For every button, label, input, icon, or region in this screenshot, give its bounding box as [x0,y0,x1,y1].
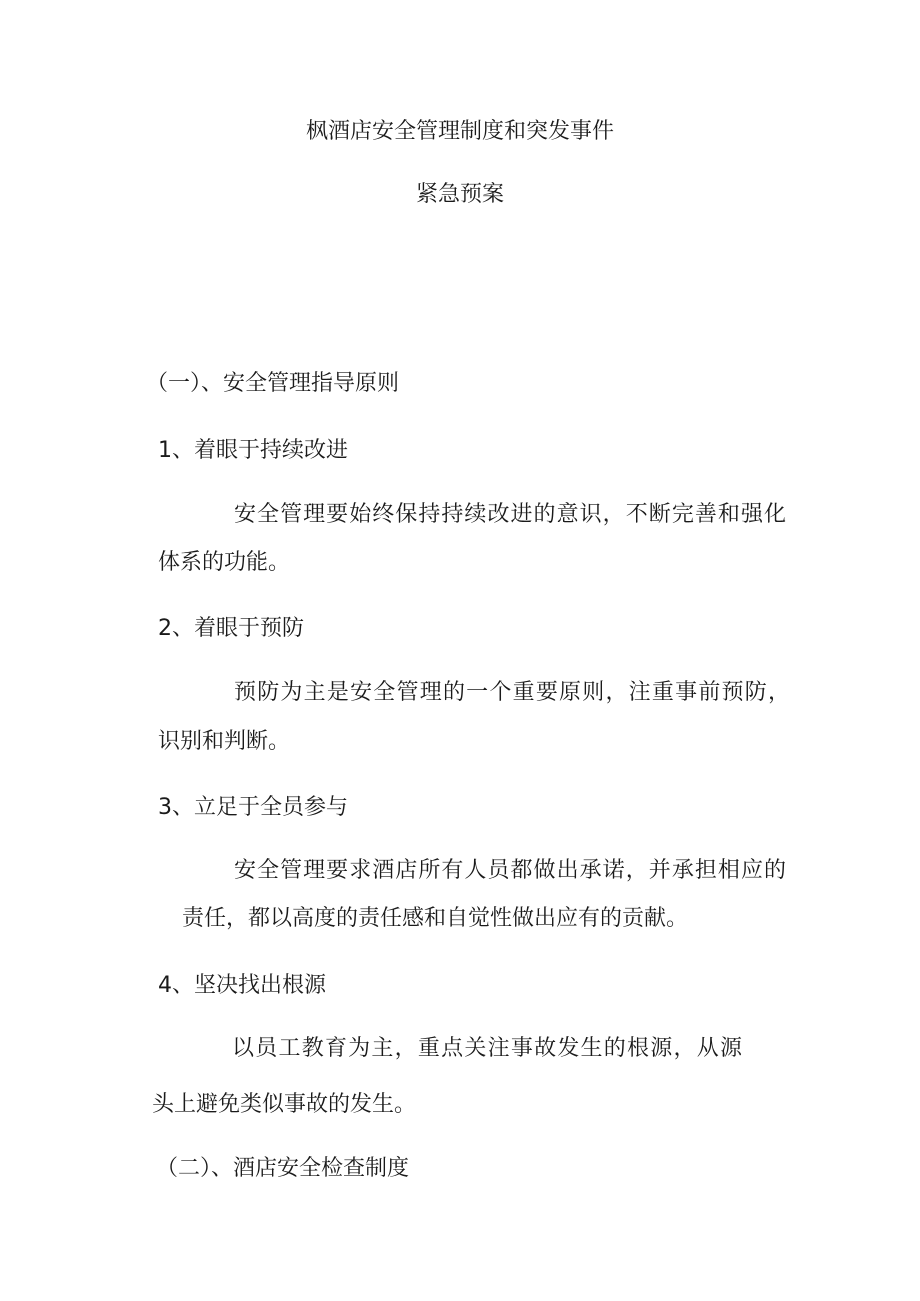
item1-text-line2: 体系的功能。 [158,550,291,575]
item3-text-line1: 安全管理要求酒店所有人员都做出承诺，并承担相应的 [234,858,786,883]
section1-heading: （一）、安全管理指导原则 [146,371,400,396]
item1-text-line1: 安全管理要始终保持持续改进的意识，不断完善和强化 [234,502,786,527]
item3-text-line2: 责任，都以高度的责任感和自觉性做出应有的贡献。 [182,906,689,931]
item1-heading: 1、着眼于持续改进 [158,438,348,463]
item4-text-line2: 头上避免类似事故的发生。 [152,1092,417,1117]
item2-heading: 2、着眼于预防 [158,616,304,641]
section2-heading: （二）、酒店安全检查制度 [156,1156,410,1181]
item4-heading: 4、坚决找出根源 [158,973,326,998]
item3-heading: 3、立足于全员参与 [158,795,348,820]
document-title-line2: 紧急预案 [415,182,504,207]
document-title-line1: 枫酒店安全管理制度和突发事件 [305,119,614,144]
item2-text-line2: 识别和判断。 [158,729,291,754]
item4-text-line1: 以员工教育为主，重点关注事故发生的根源，从源 [232,1036,742,1061]
item2-text-line1: 预防为主是安全管理的一个重要原则，注重事前预防， [234,680,790,705]
